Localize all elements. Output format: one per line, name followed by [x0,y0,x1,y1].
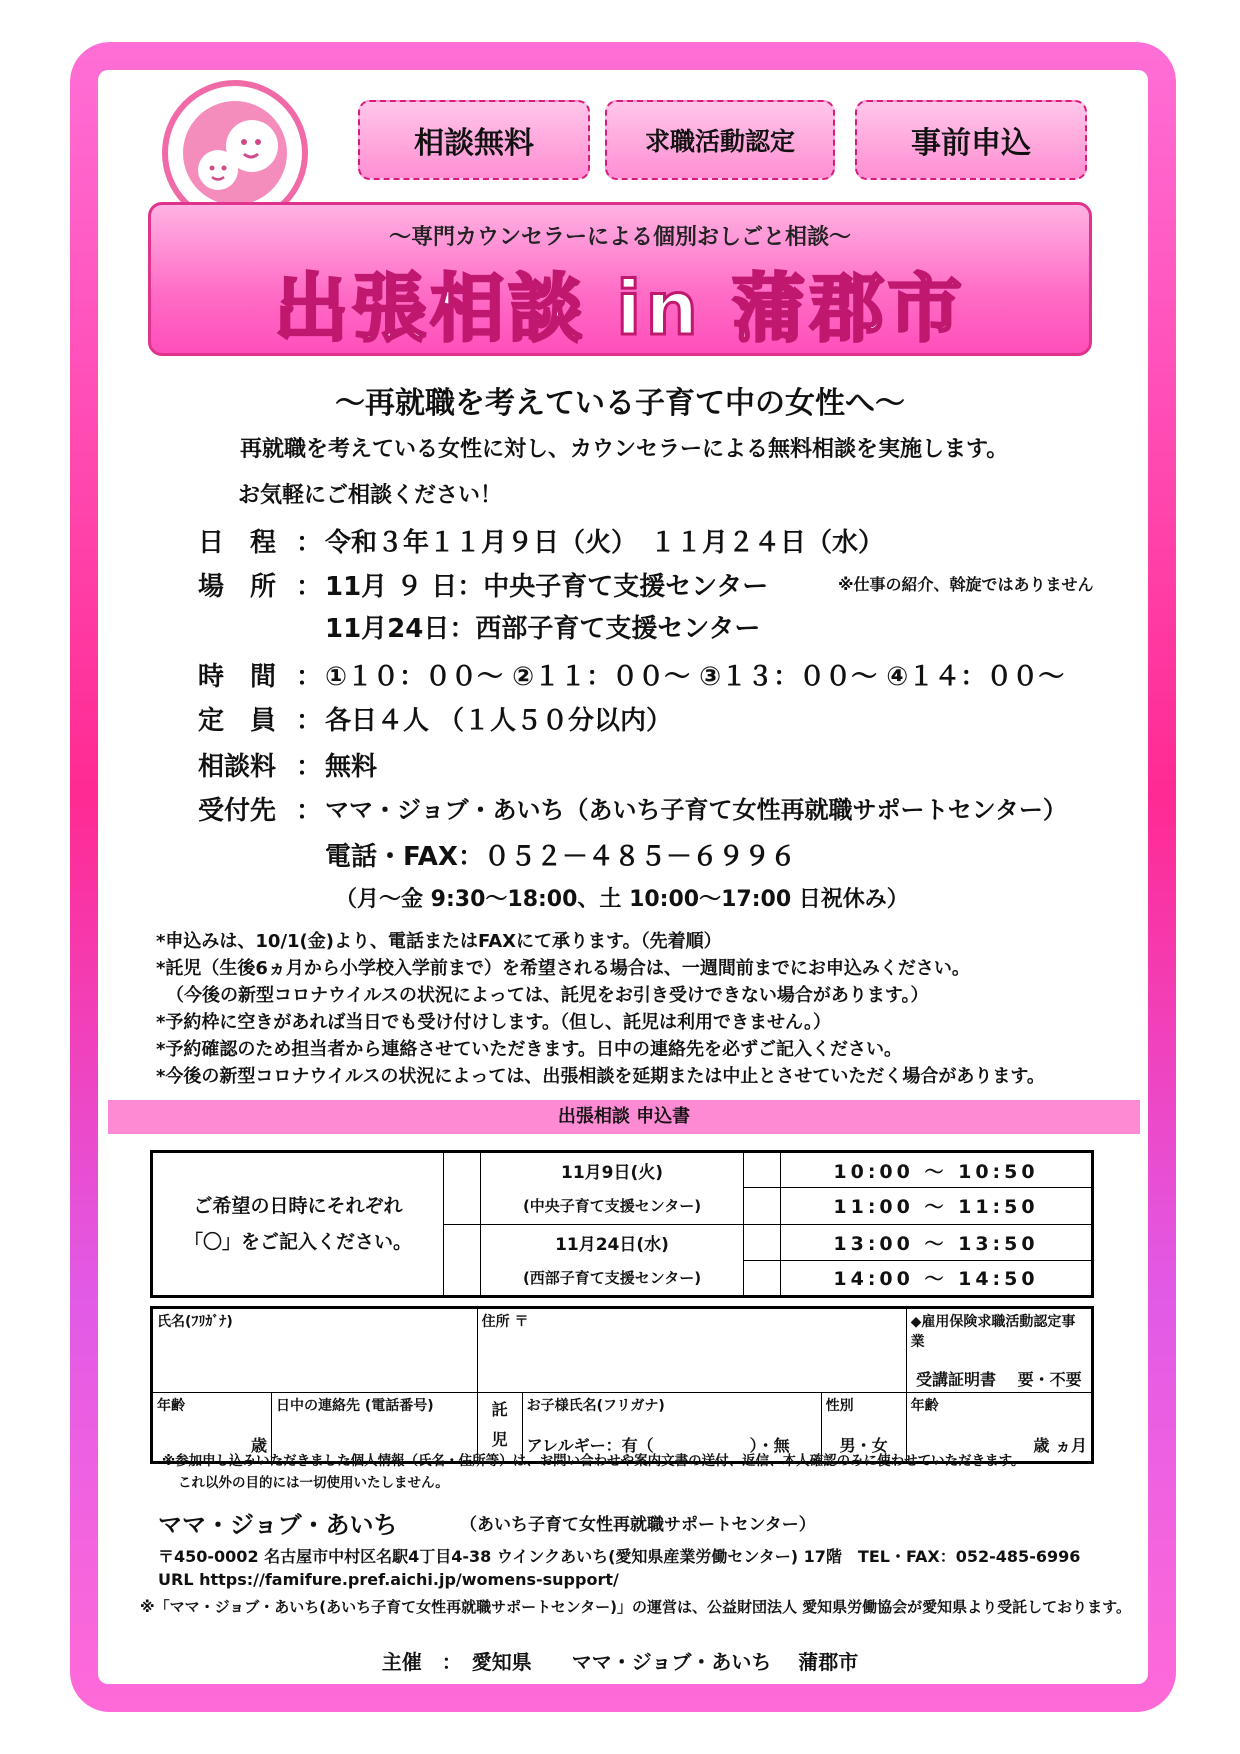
note-item: *予約枠に空きがあれば当日でも受け付けします。（但し、託児は利用できません。） [156,1012,832,1033]
intro-line-2: お気軽にご相談ください！ [238,483,503,508]
organization-url[interactable]: URL https://famifure.pref.aichi.jp/womens-support/ [158,1570,619,1589]
organization-address: 〒450-0002 名古屋市中村区名駅4丁目4-38 ウインクあいち(愛知県産業労働センター) 17階 TEL・FAX：052-485-6996 [158,1547,1081,1566]
fee-value: 無料 [325,752,378,782]
reception-value: ママ・ジョブ・あいち（あいち子育て女性再就職サポートセンター） [325,796,1067,824]
instruction-cell: ご希望の日時にそれぞれ 「〇」をご記入ください。 [152,1152,444,1297]
time-label: 時 間 [198,662,277,692]
slot-3: 13:00 ～ 13:50 [781,1224,1093,1260]
gender-field[interactable]: 性別 男・女 [821,1393,906,1463]
title-subtitle: ～専門カウンセラーによる個別おしごと相談～ [388,225,851,250]
capacity-value: 各日４人 （１人５０分以内） [325,706,673,736]
reception-label: 受付先 [198,796,277,826]
capacity-label: 定 員 [198,706,277,736]
place-label: 場 所 [198,572,277,602]
applicant-info-table [150,1306,1094,1464]
intro-line-1: 再就職を考えている女性に対し、カウンセラーによる無料相談を実施します。 [240,437,1009,462]
note-item: *託児（生後6ヵ月から小学校入学前まで）を希望される場合は、一週間前までにお申込みください。 [156,958,970,979]
slot-2: 11:00 ～ 11:50 [781,1188,1093,1224]
age-field[interactable]: 年齢 歳 [152,1393,272,1463]
colon: ： [296,528,323,558]
colon: ： [296,572,323,602]
advance-application-badge: 事前申込 [855,100,1087,180]
address-field[interactable]: 住所 〒 [477,1308,906,1393]
phone-fax: 電話・FAX：０５２－４８５－６９９６ [325,842,796,872]
place-value-2: 11月24日：西部子育て支援センター [325,614,761,644]
name-field[interactable]: 氏名(ﾌﾘｶﾞﾅ) [152,1308,478,1393]
colon: ： [296,662,323,692]
slot2-mark-cell[interactable] [744,1188,781,1224]
colon: ： [296,752,323,782]
insurance-cell: ◆雇用保険求職活動認定事業 受講証明書 要・不要 [906,1308,1092,1393]
note-item: （今後の新型コロナウイルスの状況によっては、託児をお引き受けできない場合があります。） [166,985,929,1006]
certificate-option[interactable]: 受講証明書 要・不要 [916,1370,1082,1389]
date-label: 日 程 [198,528,277,558]
child-age-field[interactable]: 年齢 歳 ヵ月 [906,1393,1092,1463]
place-value-1: 11月 ９ 日：中央子育て支援センター [325,572,769,602]
slot-4: 14:00 ～ 14:50 [781,1260,1093,1296]
note-item: *今後の新型コロナウイルスの状況によっては、出張相談を延期または中止とさせていただく場合があります。 [156,1066,1045,1087]
day1-mark-cell[interactable] [444,1152,481,1225]
slot1-mark-cell[interactable] [744,1152,781,1188]
main-title: 出張相談 in 蒲郡市 [274,266,966,352]
application-form-title: 出張相談 申込書 [108,1100,1140,1134]
daytime-contact-field[interactable]: 日中の連絡先 (電話番号) [272,1393,478,1463]
child-name-field[interactable]: お子様氏名(フリガナ) アレルギー：有（ ）・無 [522,1393,821,1463]
day2-date: 11月24日(水) [481,1224,744,1260]
slot-1: 10:00 ～ 10:50 [781,1152,1093,1188]
date-value: 令和３年１１月９日（火） １１月２４日（水） [325,528,885,558]
place-note: ※仕事の紹介、斡旋ではありません [838,575,1094,594]
day1-place: (中央子育て支援センター) [481,1188,744,1224]
free-consultation-badge: 相談無料 [358,100,590,180]
note-item: *予約確認のため担当者から連絡させていただきます。日中の連絡先を必ずご記入ください。 [156,1039,902,1060]
day1-date: 11月9日(火) [481,1152,744,1188]
day2-place: (西部子育て支援センター) [481,1260,744,1296]
childcare-cell[interactable]: 託 児 [477,1393,522,1463]
slot3-mark-cell[interactable] [744,1224,781,1260]
organization-name: ママ・ジョブ・あいち [158,1511,398,1539]
lead-heading: ～再就職を考えている子育て中の女性へ～ [335,386,905,421]
fee-label: 相談料 [198,752,277,782]
note-item: *申込みは、10/1(金)より、電話またはFAXにて承ります。（先着順） [156,931,722,952]
colon: ： [296,706,323,736]
schedule-selection-table [150,1150,1094,1298]
office-hours: （月～金 9:30～18:00、土 10:00～17:00 日祝休み） [335,887,909,912]
privacy-notice: ※参加申し込みいただきました個人情報（氏名・住所等）は、お問い合わせや案内文書の送付、返信、本人確認のみに使わせていただきます。 これ以外の目的には一切使用いたしません。 [162,1453,1025,1491]
organizers: 主催 ： 愛知県 ママ・ジョブ・あいち 蒲郡市 [381,1650,859,1674]
job-search-certified-badge: 求職活動認定 [605,100,835,180]
day2-mark-cell[interactable] [444,1224,481,1297]
colon: ： [296,796,323,826]
organization-fullname: （あいち子育て女性再就職サポートセンター） [460,1515,816,1535]
operator-note: ※「ママ・ジョブ・あいち(あいち子育て女性再就職サポートセンター)」の運営は、公益財団法人 愛知県労働協会が愛知県より受託しております。 [140,1598,1131,1616]
notes-list [156,928,1045,1090]
slot4-mark-cell[interactable] [744,1260,781,1296]
time-value: ①１０：００～ ②１１：００～ ③１３：００～ ④１４：００～ [325,662,1065,692]
allergy-option[interactable]: アレルギー：有（ ）・無 [526,1436,790,1455]
